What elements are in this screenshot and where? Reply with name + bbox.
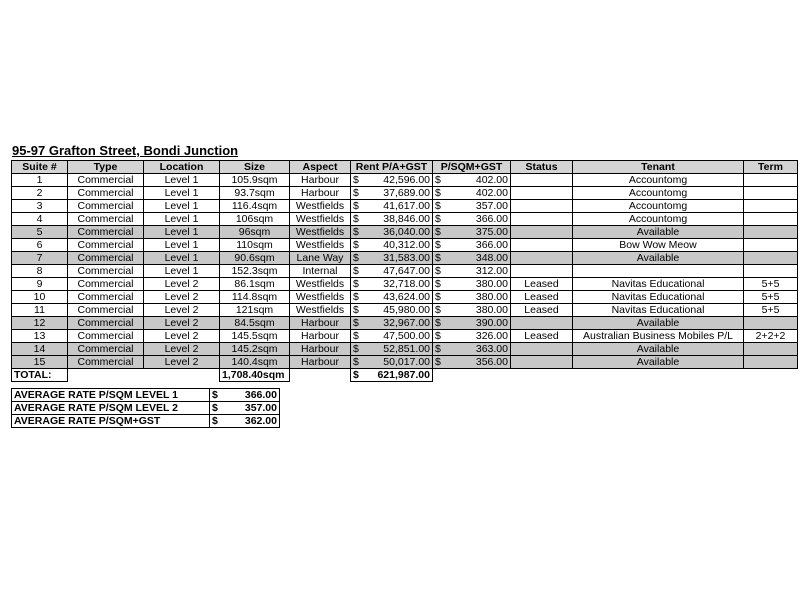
aspect-cell: Harbour xyxy=(290,343,351,356)
size-cell: 96sqm xyxy=(220,226,290,239)
rent-cell: $ 40,312.00 xyxy=(351,239,433,252)
size-cell: 114.8sqm xyxy=(220,291,290,304)
aspect-cell: Westfields xyxy=(290,226,351,239)
rent-cell: $ 38,846.00 xyxy=(351,213,433,226)
type-cell: Commercial xyxy=(68,187,144,200)
table-row xyxy=(12,343,798,356)
column-header[interactable]: Rent P/A+GST xyxy=(351,161,433,174)
size-cell: 106sqm xyxy=(220,213,290,226)
aspect-cell: Harbour xyxy=(290,317,351,330)
type-cell: Commercial xyxy=(68,317,144,330)
suite-cell: 7 xyxy=(12,252,68,265)
term-cell xyxy=(744,356,798,369)
table-row xyxy=(12,278,798,291)
size-cell: 110sqm xyxy=(220,239,290,252)
sheet-title: 95-97 Grafton Street, Bondi Junction xyxy=(12,143,239,158)
type-cell: Commercial xyxy=(68,356,144,369)
suite-cell: 9 xyxy=(12,278,68,291)
term-cell xyxy=(744,174,798,187)
tenant-cell: Available xyxy=(573,226,744,239)
psqm-cell: $ 357.00 xyxy=(433,200,511,213)
type-cell: Commercial xyxy=(68,278,144,291)
location-cell: Level 1 xyxy=(144,187,220,200)
tenant-cell: Accountomg xyxy=(573,200,744,213)
aspect-cell: Lane Way xyxy=(290,252,351,265)
suite-cell: 4 xyxy=(12,213,68,226)
header-row xyxy=(12,161,798,174)
table-row xyxy=(12,213,798,226)
status-cell xyxy=(511,239,573,252)
aspect-cell: Westfields xyxy=(290,291,351,304)
psqm-cell: $ 380.00 xyxy=(433,278,511,291)
suite-cell: 15 xyxy=(12,356,68,369)
column-header[interactable]: Suite # xyxy=(12,161,68,174)
location-cell: Level 1 xyxy=(144,226,220,239)
suite-cell: 14 xyxy=(12,343,68,356)
term-cell xyxy=(744,265,798,278)
table-row xyxy=(12,317,798,330)
rent-cell: $ 42,596.00 xyxy=(351,174,433,187)
table-row xyxy=(12,174,798,187)
average-row xyxy=(12,389,280,402)
location-cell: Level 1 xyxy=(144,174,220,187)
tenant-cell: Navitas Educational xyxy=(573,304,744,317)
table-row xyxy=(12,239,798,252)
rent-cell: $ 36,040.00 xyxy=(351,226,433,239)
table-row xyxy=(12,187,798,200)
psqm-cell: $ 363.00 xyxy=(433,343,511,356)
aspect-cell: Westfields xyxy=(290,213,351,226)
aspect-cell: Westfields xyxy=(290,200,351,213)
tenant-cell: Available xyxy=(573,343,744,356)
type-cell: Commercial xyxy=(68,330,144,343)
aspect-cell: Westfields xyxy=(290,278,351,291)
suite-cell: 2 xyxy=(12,187,68,200)
column-header[interactable]: Size xyxy=(220,161,290,174)
average-row xyxy=(12,402,280,415)
aspect-cell: Harbour xyxy=(290,174,351,187)
size-cell: 145.2sqm xyxy=(220,343,290,356)
location-cell: Level 2 xyxy=(144,330,220,343)
rent-cell: $ 37,689.00 xyxy=(351,187,433,200)
column-header[interactable]: Status xyxy=(511,161,573,174)
location-cell: Level 2 xyxy=(144,356,220,369)
location-cell: Level 1 xyxy=(144,252,220,265)
rent-cell: $ 32,967.00 xyxy=(351,317,433,330)
total-size: 1,708.40sqm xyxy=(220,369,290,382)
table-row xyxy=(12,304,798,317)
location-cell: Level 2 xyxy=(144,343,220,356)
tenant-cell: Australian Business Mobiles P/L xyxy=(573,330,744,343)
term-cell xyxy=(744,252,798,265)
table-row xyxy=(12,265,798,278)
rent-cell: $ 31,583.00 xyxy=(351,252,433,265)
type-cell: Commercial xyxy=(68,239,144,252)
term-cell xyxy=(744,187,798,200)
psqm-cell: $ 375.00 xyxy=(433,226,511,239)
average-label: AVERAGE RATE P/SQM LEVEL 2 xyxy=(12,402,210,415)
term-cell xyxy=(744,213,798,226)
rent-cell: $ 50,017.00 xyxy=(351,356,433,369)
psqm-cell: $ 380.00 xyxy=(433,304,511,317)
average-value: $ 357.00 xyxy=(210,402,280,415)
rent-cell: $ 43,624.00 xyxy=(351,291,433,304)
average-value: $ 362.00 xyxy=(210,415,280,428)
size-cell: 145.5sqm xyxy=(220,330,290,343)
psqm-cell: $ 348.00 xyxy=(433,252,511,265)
aspect-cell: Harbour xyxy=(290,330,351,343)
status-cell: Leased xyxy=(511,304,573,317)
rent-cell: $ 47,500.00 xyxy=(351,330,433,343)
status-cell xyxy=(511,356,573,369)
term-cell xyxy=(744,239,798,252)
term-cell xyxy=(744,200,798,213)
column-header[interactable]: P/SQM+GST xyxy=(433,161,511,174)
table-row xyxy=(12,200,798,213)
type-cell: Commercial xyxy=(68,304,144,317)
suite-cell: 13 xyxy=(12,330,68,343)
psqm-cell: $ 312.00 xyxy=(433,265,511,278)
term-cell xyxy=(744,226,798,239)
type-cell: Commercial xyxy=(68,226,144,239)
size-cell: 152.3sqm xyxy=(220,265,290,278)
tenant-cell: Available xyxy=(573,252,744,265)
location-cell: Level 2 xyxy=(144,291,220,304)
total-rent: $ 621,987.00 xyxy=(351,369,433,382)
suites-table xyxy=(11,160,798,382)
size-cell: 140.4sqm xyxy=(220,356,290,369)
total-row xyxy=(12,369,798,382)
rent-cell: $ 45,980.00 xyxy=(351,304,433,317)
status-cell xyxy=(511,187,573,200)
average-row xyxy=(12,415,280,428)
status-cell: Leased xyxy=(511,278,573,291)
term-cell: 2+2+2 xyxy=(744,330,798,343)
location-cell: Level 2 xyxy=(144,278,220,291)
term-cell: 5+5 xyxy=(744,304,798,317)
status-cell xyxy=(511,252,573,265)
status-cell xyxy=(511,174,573,187)
suite-cell: 11 xyxy=(12,304,68,317)
size-cell: 86.1sqm xyxy=(220,278,290,291)
averages-table xyxy=(11,388,280,428)
column-header[interactable]: Type xyxy=(68,161,144,174)
tenant-cell: Accountomg xyxy=(573,187,744,200)
tenant-cell: Available xyxy=(573,317,744,330)
psqm-cell: $ 356.00 xyxy=(433,356,511,369)
psqm-cell: $ 366.00 xyxy=(433,239,511,252)
location-cell: Level 2 xyxy=(144,304,220,317)
location-cell: Level 1 xyxy=(144,213,220,226)
psqm-cell: $ 390.00 xyxy=(433,317,511,330)
column-header[interactable]: Location xyxy=(144,161,220,174)
table-row xyxy=(12,356,798,369)
status-cell xyxy=(511,213,573,226)
suite-cell: 6 xyxy=(12,239,68,252)
aspect-cell: Westfields xyxy=(290,239,351,252)
tenant-cell: Navitas Educational xyxy=(573,278,744,291)
aspect-cell: Internal xyxy=(290,265,351,278)
type-cell: Commercial xyxy=(68,265,144,278)
psqm-cell: $ 366.00 xyxy=(433,213,511,226)
term-cell xyxy=(744,317,798,330)
type-cell: Commercial xyxy=(68,252,144,265)
psqm-cell: $ 402.00 xyxy=(433,174,511,187)
rent-cell: $ 52,851.00 xyxy=(351,343,433,356)
aspect-cell: Harbour xyxy=(290,356,351,369)
size-cell: 116.4sqm xyxy=(220,200,290,213)
type-cell: Commercial xyxy=(68,213,144,226)
aspect-cell: Harbour xyxy=(290,187,351,200)
tenant-cell: Accountomg xyxy=(573,174,744,187)
tenant-cell: Available xyxy=(573,356,744,369)
suite-cell: 3 xyxy=(12,200,68,213)
location-cell: Level 1 xyxy=(144,200,220,213)
table-row xyxy=(12,252,798,265)
total-label: TOTAL: xyxy=(12,369,68,382)
table-row xyxy=(12,226,798,239)
suite-cell: 10 xyxy=(12,291,68,304)
size-cell: 105.9sqm xyxy=(220,174,290,187)
term-cell xyxy=(744,343,798,356)
spreadsheet xyxy=(11,143,798,428)
size-cell: 90.6sqm xyxy=(220,252,290,265)
type-cell: Commercial xyxy=(68,200,144,213)
type-cell: Commercial xyxy=(68,343,144,356)
type-cell: Commercial xyxy=(68,291,144,304)
column-header[interactable]: Term xyxy=(744,161,798,174)
location-cell: Level 1 xyxy=(144,239,220,252)
status-cell xyxy=(511,317,573,330)
average-label: AVERAGE RATE P/SQM+GST xyxy=(12,415,210,428)
rent-cell: $ 32,718.00 xyxy=(351,278,433,291)
status-cell xyxy=(511,265,573,278)
size-cell: 121sqm xyxy=(220,304,290,317)
term-cell: 5+5 xyxy=(744,291,798,304)
psqm-cell: $ 402.00 xyxy=(433,187,511,200)
tenant-cell xyxy=(573,265,744,278)
term-cell: 5+5 xyxy=(744,278,798,291)
status-cell: Leased xyxy=(511,330,573,343)
tenant-cell: Navitas Educational xyxy=(573,291,744,304)
column-header[interactable]: Tenant xyxy=(573,161,744,174)
suite-cell: 5 xyxy=(12,226,68,239)
psqm-cell: $ 380.00 xyxy=(433,291,511,304)
suite-cell: 8 xyxy=(12,265,68,278)
status-cell xyxy=(511,226,573,239)
rent-cell: $ 47,647.00 xyxy=(351,265,433,278)
rent-cell: $ 41,617.00 xyxy=(351,200,433,213)
location-cell: Level 2 xyxy=(144,317,220,330)
status-cell xyxy=(511,200,573,213)
psqm-cell: $ 326.00 xyxy=(433,330,511,343)
table-row xyxy=(12,330,798,343)
tenant-cell: Bow Wow Meow xyxy=(573,239,744,252)
status-cell xyxy=(511,343,573,356)
type-cell: Commercial xyxy=(68,174,144,187)
column-header[interactable]: Aspect xyxy=(290,161,351,174)
average-value: $ 366.00 xyxy=(210,389,280,402)
size-cell: 93.7sqm xyxy=(220,187,290,200)
suite-cell: 12 xyxy=(12,317,68,330)
average-label: AVERAGE RATE P/SQM LEVEL 1 xyxy=(12,389,210,402)
table-row xyxy=(12,291,798,304)
size-cell: 84.5sqm xyxy=(220,317,290,330)
aspect-cell: Westfields xyxy=(290,304,351,317)
tenant-cell: Accountomg xyxy=(573,213,744,226)
suite-cell: 1 xyxy=(12,174,68,187)
location-cell: Level 1 xyxy=(144,265,220,278)
status-cell: Leased xyxy=(511,291,573,304)
